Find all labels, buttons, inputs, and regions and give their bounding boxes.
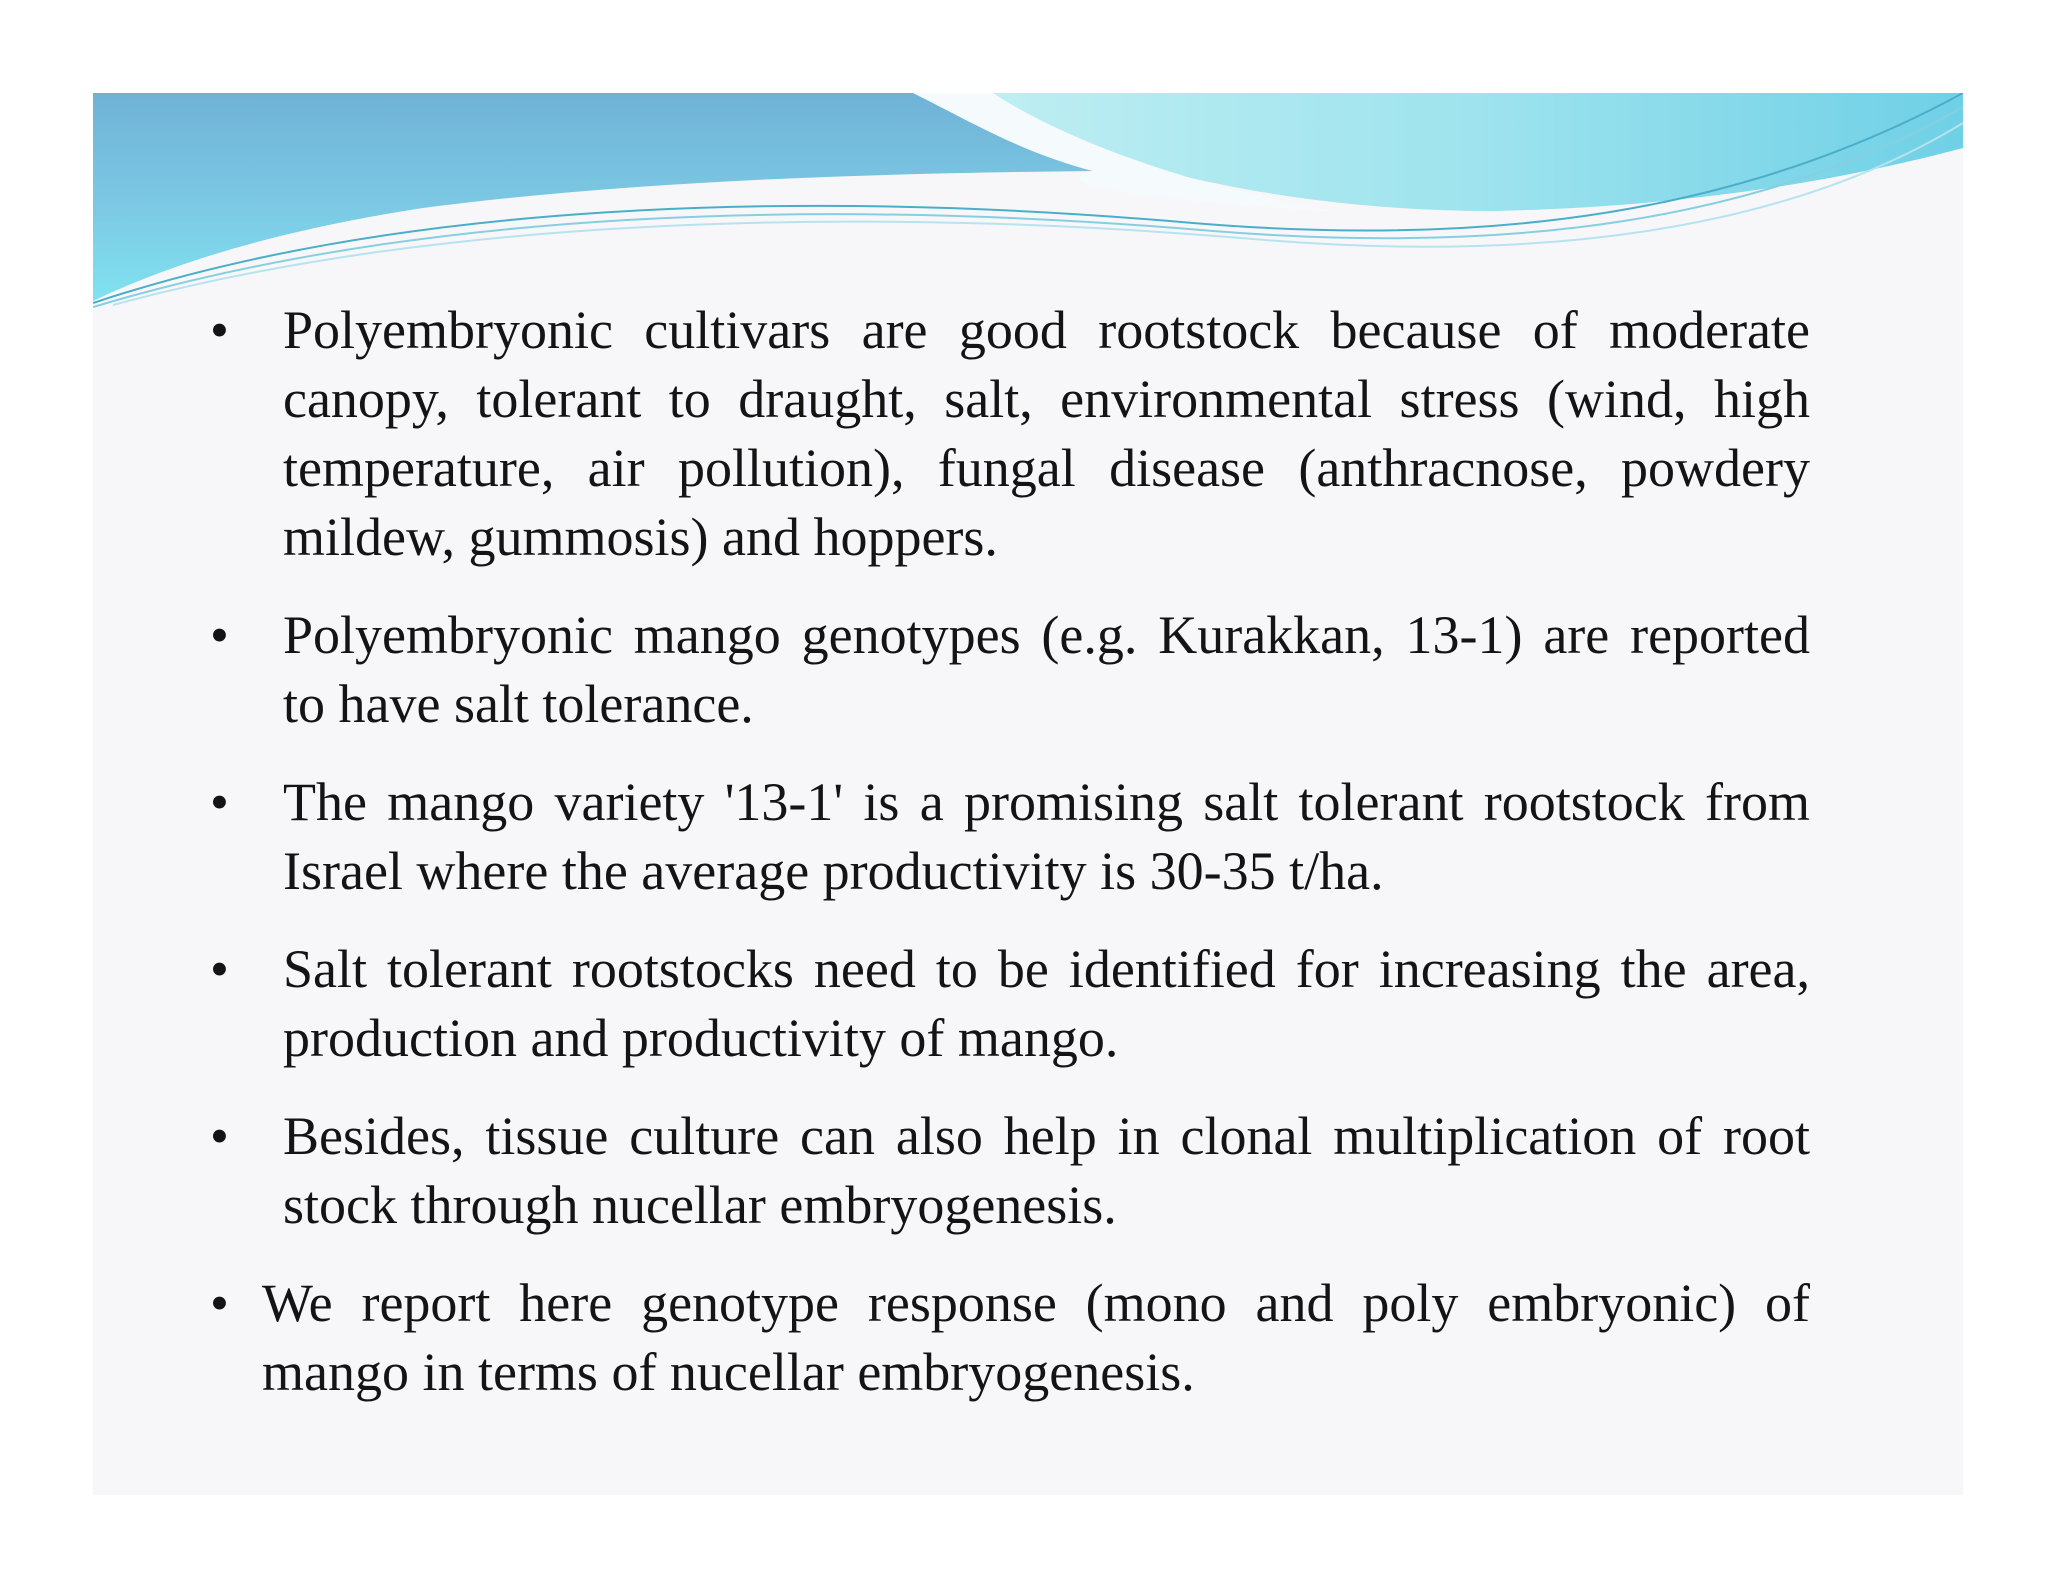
bullet-item xyxy=(210,935,1810,1073)
bullet-text: Polyembryonic mango genotypes (e.g. Kurakkan, 13-1) are reported to have salt tolerance. xyxy=(283,605,1810,734)
bullet-text: Besides, tissue culture can also help in clonal multiplication of root stock through nucellar embryogenesis. xyxy=(283,1106,1810,1235)
bullet-item xyxy=(210,1269,1810,1407)
bullet-marker: • xyxy=(210,605,229,665)
bullet-item xyxy=(210,768,1810,906)
bullet-list xyxy=(210,296,1810,1407)
bullet-text: Polyembryonic cultivars are good rootstock because of moderate canopy, tolerant to draught, salt, environmental stress (wind, high temperature, air pollution), fungal disease (anthracnose, powdery mildew, gummosis) and hoppers. xyxy=(283,300,1810,567)
slide xyxy=(93,93,1963,1495)
bullet-marker: • xyxy=(210,1106,229,1166)
bullet-marker: • xyxy=(210,1273,229,1333)
bullet-text: We report here genotype response (mono and poly embryonic) of mango in terms of nucellar embryogenesis. xyxy=(262,1273,1810,1402)
bullet-item xyxy=(210,1102,1810,1240)
bullet-text: Salt tolerant rootstocks need to be identified for increasing the area, production and productivity of mango. xyxy=(283,939,1810,1068)
bullet-item xyxy=(210,601,1810,739)
bullet-text: The mango variety '13-1' is a promising salt tolerant rootstock from Israel where the average productivity is 30-35 t/ha. xyxy=(283,772,1810,901)
bullet-item xyxy=(210,296,1810,572)
bullet-marker: • xyxy=(210,939,229,999)
bullet-marker: • xyxy=(210,300,229,360)
header-wave-decoration xyxy=(93,93,1963,308)
bullet-marker: • xyxy=(210,772,229,832)
